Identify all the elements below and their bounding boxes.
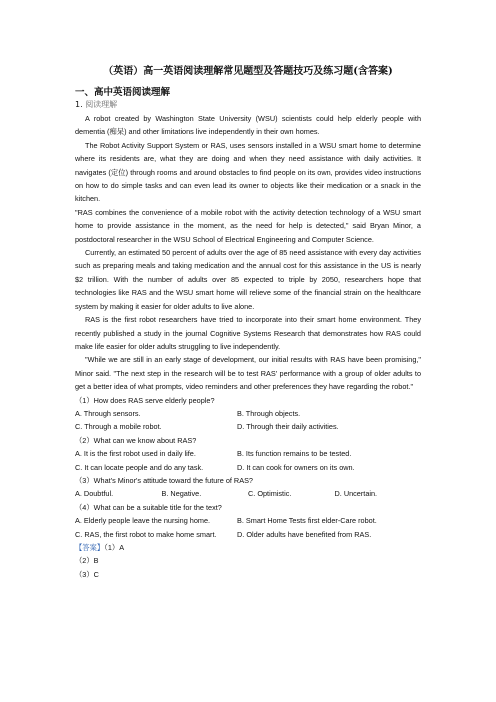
option-c: C. It can locate people and do any task.: [75, 462, 204, 472]
option-a: A. Elderly people leave the nursing home.: [75, 516, 211, 526]
option-row: [75, 407, 421, 420]
option-d: D. Older adults have benefited from RAS.: [237, 529, 372, 539]
option-a: A. Doubtful.: [75, 489, 114, 499]
answer-item: （1）A: [104, 543, 125, 552]
option-row: [75, 447, 421, 460]
option-b: B. Through objects.: [237, 408, 301, 418]
passage-paragraph: RAS is the first robot researchers have tried to incorporate into their smart home environment. They recently published a study in the journal Cognitive Systems Research that demonstrates how RAS could make life easier for older adults struggling to live independently.: [75, 315, 421, 351]
option-a: A. It is the first robot used in daily life.: [75, 449, 196, 459]
question-stem: （1）How does RAS serve elderly people?: [75, 395, 215, 405]
answer-line: [75, 541, 421, 554]
passage-paragraph: "While we are still in an early stage of development, our initial results with RAS have been promising," Minor said. "The next step in the research will be to test RAS' performance with a group of older adults to get a better idea of what prompts, video reminders and other preferences they have regarding the robot.": [75, 355, 421, 392]
option-c: C. RAS, the first robot to make home smart.: [75, 529, 217, 539]
passage-paragraph: The Robot Activity Support System or RAS, uses sensors installed in a WSU smart home to determine where its residents are, what they are doing and when they need assistance with daily activities. It navigates (定位) through rooms and around obstacles to find people on its own, provides video instructions on how to do simple tasks and can even lead its owner to objects like their medication or a snack in the kitchen.: [75, 140, 421, 204]
item-heading: [75, 99, 117, 110]
answer-item: （3）C: [75, 569, 99, 579]
passage-paragraph: "RAS combines the convenience of a mobile robot with the activity detection technology of a WSU smart home to provide assistance in the moment, as the need for help is detected," said Bryan Minor, a postdoctoral researcher in the WSU School of Electrical Engineering and Computer Science.: [75, 207, 421, 244]
option-row: [75, 420, 421, 433]
passage-paragraph: A robot created by Washington State University (WSU) scientists could help elderly people with dementia (痴呆) and other limitations live independently in their own homes.: [75, 114, 421, 137]
option-row: [75, 528, 421, 541]
option-c: C. Optimistic.: [248, 489, 292, 499]
page-title: （英语）高一英语阅读理解常见题型及答题技巧及练习题(含答案): [103, 66, 393, 77]
section-heading: 一、高中英语阅读理解: [75, 87, 171, 98]
item-label: 阅读理解: [85, 100, 118, 109]
question-stem: （2）What can we know about RAS?: [75, 435, 197, 445]
option-d: D. Uncertain.: [334, 489, 378, 499]
question-stem: （3）What's Minor's attitude toward the future of RAS?: [75, 475, 253, 485]
passage-paragraph: Currently, an estimated 50 percent of adults over the age of 85 need assistance with every day activities such as preparing meals and taking medication and the annual cost for this assistance in the US is nearly $2 trillion. With the number of adults over 85 expected to triple by 2050, researchers hope that technologies like RAS and the WSU smart home will relieve some of the financial strain on the healthcare system by making it easier for older adults to live alone.: [75, 248, 421, 311]
option-row: [75, 461, 421, 474]
option-b: B. Its function remains to be tested.: [237, 449, 352, 459]
item-number: 1.: [75, 100, 83, 109]
question-stem: （4）What can be a suitable title for the text?: [75, 502, 222, 512]
option-row: [75, 487, 421, 500]
answer-label: 【答案】: [75, 543, 105, 552]
option-row: [75, 514, 421, 527]
option-b: B. Smart Home Tests first elder-Care robot.: [237, 516, 377, 526]
option-a: A. Through sensors.: [75, 408, 141, 418]
answer-item: （2）B: [75, 556, 99, 566]
option-d: D. Through their daily activities.: [237, 422, 339, 432]
option-d: D. It can cook for owners on its own.: [237, 462, 355, 472]
document-body: [75, 112, 421, 581]
option-c: C. Through a mobile robot.: [75, 422, 162, 432]
option-b: B. Negative.: [161, 489, 202, 499]
